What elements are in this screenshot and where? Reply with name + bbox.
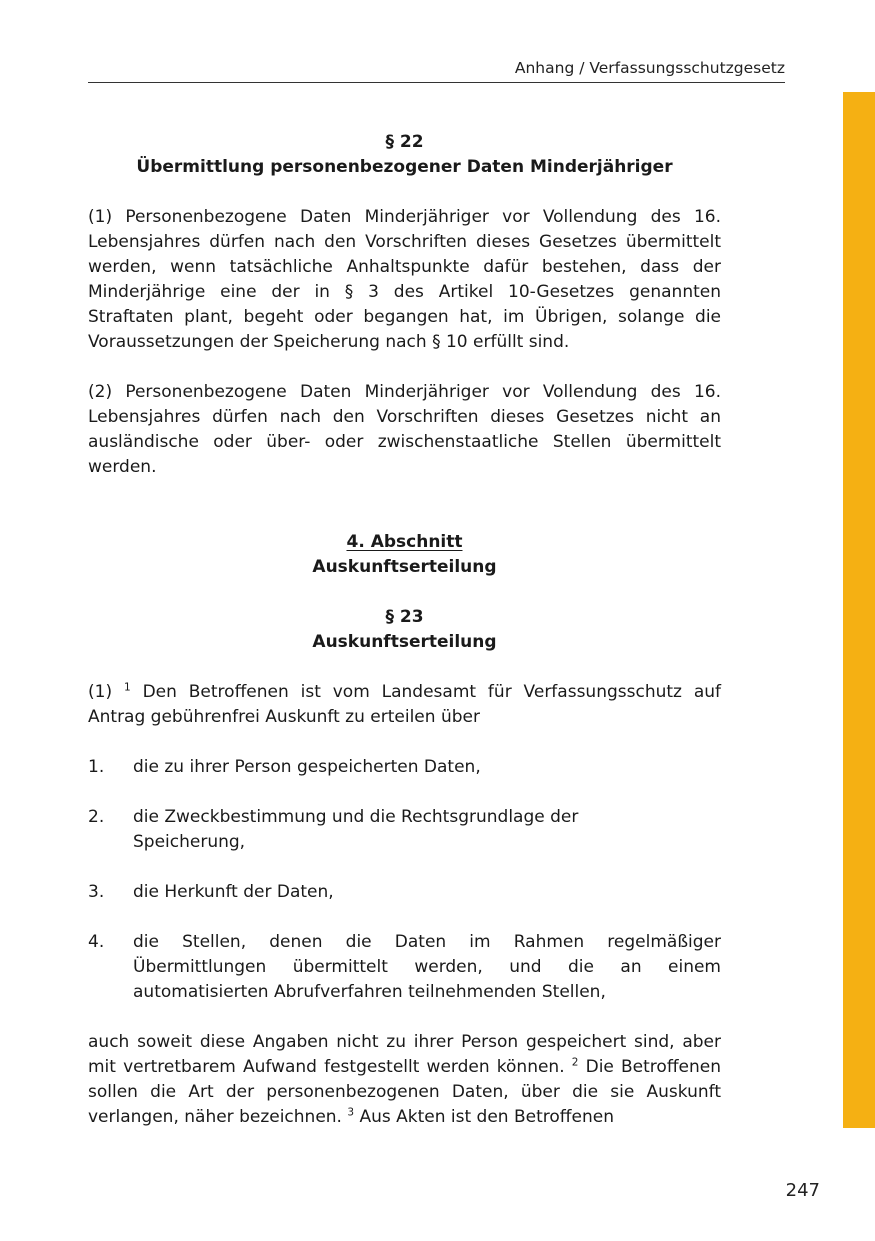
- list-item-text: die zu ihrer Person gespeicherten Daten,: [133, 757, 481, 777]
- sentence-marker: 2: [571, 1056, 579, 1069]
- section-22-paragraph-2: (2) Personenbezogene Daten Minderjähriger vor Vollendung des 16. Lebensjahres dürfen nach den Vorschriften dieses Gesetzes nicht an ausländische oder über- oder zwischenstaatliche Stellen übermittelt werden.: [88, 382, 721, 477]
- chapter-label: [88, 530, 721, 555]
- list-spacer: [88, 855, 721, 880]
- section-23-closing: [88, 1030, 721, 1130]
- header-rule: [88, 82, 785, 83]
- page-number: 247: [785, 1180, 820, 1201]
- section-22-title: Übermittlung personenbezogener Daten Minderjähriger: [136, 157, 673, 177]
- list-spacer: [88, 780, 721, 805]
- closing-text-2: Die Betroffenen sollen die Art der personenbezogenen Daten, über die sie Auskunft verlangen, näher bezeichnen.: [88, 1057, 722, 1127]
- list-item-number: 3.: [88, 882, 105, 902]
- section-23-number: § 23: [385, 607, 424, 627]
- list-item: [88, 755, 721, 780]
- list-spacer: [88, 905, 721, 930]
- section-23-intro-text: Den Betroffenen ist vom Landesamt für Verfassungsschutz auf Antrag gebührenfrei Auskunft zu erteilen über: [88, 682, 722, 727]
- running-header: Anhang / Verfassungsschutzgesetz: [514, 59, 785, 77]
- list-item: [88, 880, 721, 905]
- section-23-title: Auskunftserteilung: [312, 632, 497, 652]
- list-item-text: die Stellen, denen die Daten im Rahmen regelmäßiger Übermittlungen übermittelt werden, und die an einem automatisierten Abrufverfahren teilnehmenden Stellen,: [133, 932, 721, 1002]
- list-item-number: 4.: [88, 932, 105, 952]
- page-body: [88, 130, 721, 1130]
- closing-text-3: Aus Akten ist den Betroffenen: [359, 1107, 614, 1127]
- chapter-title: Auskunftserteilung: [312, 557, 497, 577]
- section-22-paragraph-1: (1) Personenbezogene Daten Minderjähriger vor Vollendung des 16. Lebensjahres dürfen nach den Vorschriften dieses Gesetzes übermittelt werden, wenn tatsächliche Anhaltspunkte dafür bestehen, dass der Minderjährige eine der in § 3 des Artikel 10-Gesetzes genannten Straftaten plant, begeht oder begangen hat, im Übrigen, solange die Voraussetzungen der Speicherung nach § 10 erfüllt sind.: [88, 207, 721, 352]
- sentence-marker: 1: [123, 681, 131, 694]
- list-item-text: die Zweckbestimmung und die Rechtsgrundlage der Speicherung,: [133, 807, 579, 852]
- section-23-intro-prefix: (1): [88, 682, 113, 702]
- information-list: [88, 755, 721, 1005]
- section-22-number: § 22: [385, 132, 424, 152]
- list-item: [88, 805, 721, 855]
- list-item-text: die Herkunft der Daten,: [133, 882, 334, 902]
- list-item-number: 1.: [88, 757, 105, 777]
- closing-text-1: auch soweit diese Angaben nicht zu ihrer Person gespeichert sind, aber mit vertretbarem Aufwand festgestellt werden können.: [88, 1032, 721, 1077]
- chapter-tab-marker: [843, 92, 875, 1128]
- list-item: [88, 930, 721, 1005]
- section-23-intro: [88, 680, 721, 730]
- list-item-number: 2.: [88, 807, 105, 827]
- sentence-marker: 3: [347, 1106, 355, 1119]
- chapter-label-text: 4. Abschnitt: [346, 532, 463, 552]
